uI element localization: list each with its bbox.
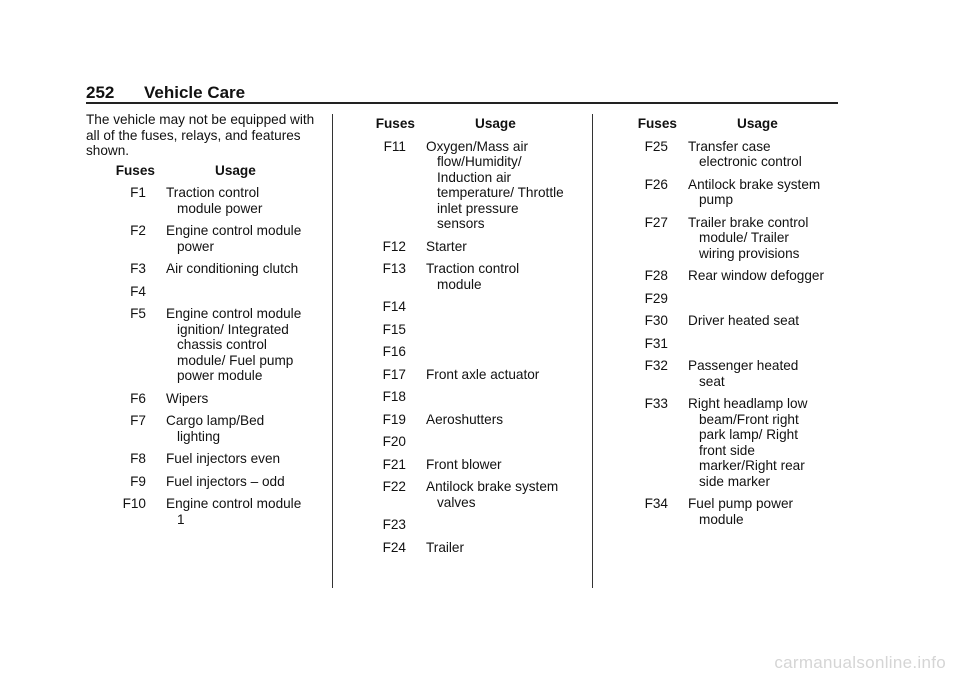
fuse-row <box>346 412 586 428</box>
section-title: Vehicle Care <box>144 83 246 102</box>
fuse-id: F5 <box>130 306 146 321</box>
fuse-id: F26 <box>644 176 668 192</box>
fuse-row <box>86 284 326 300</box>
fuse-row <box>86 474 326 490</box>
fuse-id: F33 <box>644 396 668 411</box>
fuse-id: F34 <box>644 496 668 511</box>
fuse-row <box>608 177 848 208</box>
fuse-row <box>346 344 586 360</box>
fuse-usage: Engine control module 1 <box>166 496 302 527</box>
fuse-row <box>86 306 326 384</box>
fuse-usage <box>406 344 565 360</box>
fuse-row <box>86 185 326 216</box>
fuse-id: F9 <box>130 473 146 489</box>
fuse-row <box>608 358 848 389</box>
fuse-row <box>86 413 326 444</box>
fuse-usage <box>668 291 827 307</box>
fuse-usage: Right headlamp low beam/Front right park lamp/ Right front side marker/Right rear side marker <box>688 396 808 489</box>
fuses-header: Fuses <box>637 116 677 131</box>
fuse-usage: Fuel injectors even <box>166 451 281 466</box>
fuse-id: F3 <box>130 261 146 276</box>
fuse-row <box>608 336 848 352</box>
fuse-id: F25 <box>644 138 668 154</box>
fuse-row <box>608 268 848 284</box>
fuse-row <box>346 517 586 533</box>
fuse-usage: Starter <box>426 238 467 254</box>
fuse-row <box>346 540 586 556</box>
fuse-column-1 <box>86 112 326 534</box>
fuse-usage <box>406 434 565 450</box>
fuse-row <box>346 239 586 255</box>
fuses-header: Fuses <box>115 162 155 178</box>
page-header <box>86 83 245 103</box>
fuse-row <box>346 322 586 338</box>
fuse-id: F12 <box>382 238 406 254</box>
fuse-usage: Antilock brake system pump <box>688 176 821 207</box>
fuse-usage: Oxygen/Mass air flow/Humidity/ Induction air temperature/ Throttle inlet pressure sensors <box>426 138 564 231</box>
fuse-id: F31 <box>644 335 668 351</box>
fuse-usage <box>406 517 565 533</box>
fuse-id: F14 <box>382 299 406 314</box>
fuse-row <box>346 479 586 510</box>
fuse-id: F16 <box>382 344 406 359</box>
fuse-id: F29 <box>644 290 668 306</box>
fuse-id: F1 <box>130 185 146 200</box>
fuse-id: F8 <box>130 451 146 466</box>
fuse-usage: Cargo lamp/Bed lighting <box>166 413 265 444</box>
fuse-id: F10 <box>122 496 146 511</box>
table-header <box>608 116 848 132</box>
fuse-usage: Wipers <box>166 390 209 406</box>
fuse-id: F19 <box>382 411 406 427</box>
fuse-usage: Front blower <box>426 456 502 472</box>
fuse-row <box>86 223 326 254</box>
fuse-column-2 <box>346 112 586 562</box>
fuse-usage: Transfer case electronic control <box>688 138 802 169</box>
fuse-row <box>86 391 326 407</box>
fuse-usage: Passenger heated seat <box>688 358 799 389</box>
fuse-row <box>608 291 848 307</box>
table-header <box>86 163 326 179</box>
fuse-usage: Traction control module <box>426 261 520 292</box>
fuse-usage: Trailer <box>426 539 465 555</box>
fuse-id: F23 <box>382 517 406 532</box>
fuse-id: F27 <box>644 214 668 230</box>
fuse-usage: Antilock brake system valves <box>426 479 559 510</box>
usage-header: Usage <box>475 116 516 131</box>
usage-header: Usage <box>215 162 256 178</box>
fuse-id: F18 <box>382 389 406 404</box>
fuse-id: F17 <box>382 366 406 382</box>
page-number: 252 <box>86 83 115 102</box>
fuse-usage: Front axle actuator <box>426 366 540 382</box>
fuse-id: F30 <box>644 313 668 328</box>
fuse-id: F21 <box>382 456 406 472</box>
fuse-row <box>86 496 326 527</box>
fuse-row <box>86 261 326 277</box>
fuse-id: F32 <box>644 358 668 373</box>
intro-text: The vehicle may not be equipped with all of the fuses, relays, and features shown. <box>86 112 315 158</box>
fuse-usage <box>406 299 565 315</box>
fuse-row <box>346 389 586 405</box>
fuse-usage: Air conditioning clutch <box>166 261 299 276</box>
fuse-id: F2 <box>130 223 146 238</box>
fuses-header: Fuses <box>375 116 415 131</box>
fuse-column-3 <box>608 112 848 534</box>
fuse-usage: Traction control module power <box>166 185 263 216</box>
fuse-id: F24 <box>382 539 406 555</box>
fuse-id: F28 <box>644 268 668 283</box>
fuse-usage: Engine control module ignition/ Integrated chassis control module/ Fuel pump power module <box>166 306 302 383</box>
fuse-id: F13 <box>382 261 406 276</box>
watermark: carmanualsonline.info <box>774 653 946 672</box>
fuse-id: F20 <box>382 434 406 449</box>
fuse-row <box>346 367 586 383</box>
fuse-row <box>346 434 586 450</box>
fuse-usage: Fuel injectors – odd <box>166 473 285 489</box>
fuse-row <box>86 451 326 467</box>
fuse-row <box>346 261 586 292</box>
column-divider <box>332 114 333 588</box>
fuse-row <box>346 299 586 315</box>
fuse-usage <box>668 336 827 352</box>
fuse-usage: Aeroshutters <box>426 411 504 427</box>
fuse-usage <box>406 322 565 338</box>
fuse-id: F15 <box>382 321 406 337</box>
fuse-usage: Engine control module power <box>166 223 302 254</box>
fuse-id: F6 <box>130 390 146 406</box>
fuse-row <box>608 396 848 489</box>
fuse-id: F11 <box>383 138 406 154</box>
fuse-usage: Trailer brake control module/ Trailer wiring provisions <box>688 214 809 261</box>
header-rule <box>86 102 838 104</box>
fuse-id: F22 <box>382 479 406 494</box>
fuse-usage: Fuel pump power module <box>688 496 794 527</box>
column-divider <box>592 114 593 588</box>
fuse-usage: Rear window defogger <box>688 268 825 283</box>
fuse-row <box>346 457 586 473</box>
fuse-id: F4 <box>130 283 146 299</box>
fuse-row <box>608 496 848 527</box>
fuse-usage <box>146 284 305 300</box>
usage-header: Usage <box>737 116 778 131</box>
fuse-usage <box>406 389 565 405</box>
fuse-row <box>608 215 848 262</box>
fuse-row <box>346 139 586 232</box>
fuse-id: F7 <box>130 413 146 428</box>
table-header <box>346 116 586 132</box>
fuse-row <box>608 313 848 329</box>
fuse-usage: Driver heated seat <box>688 313 800 328</box>
fuse-row <box>608 139 848 170</box>
